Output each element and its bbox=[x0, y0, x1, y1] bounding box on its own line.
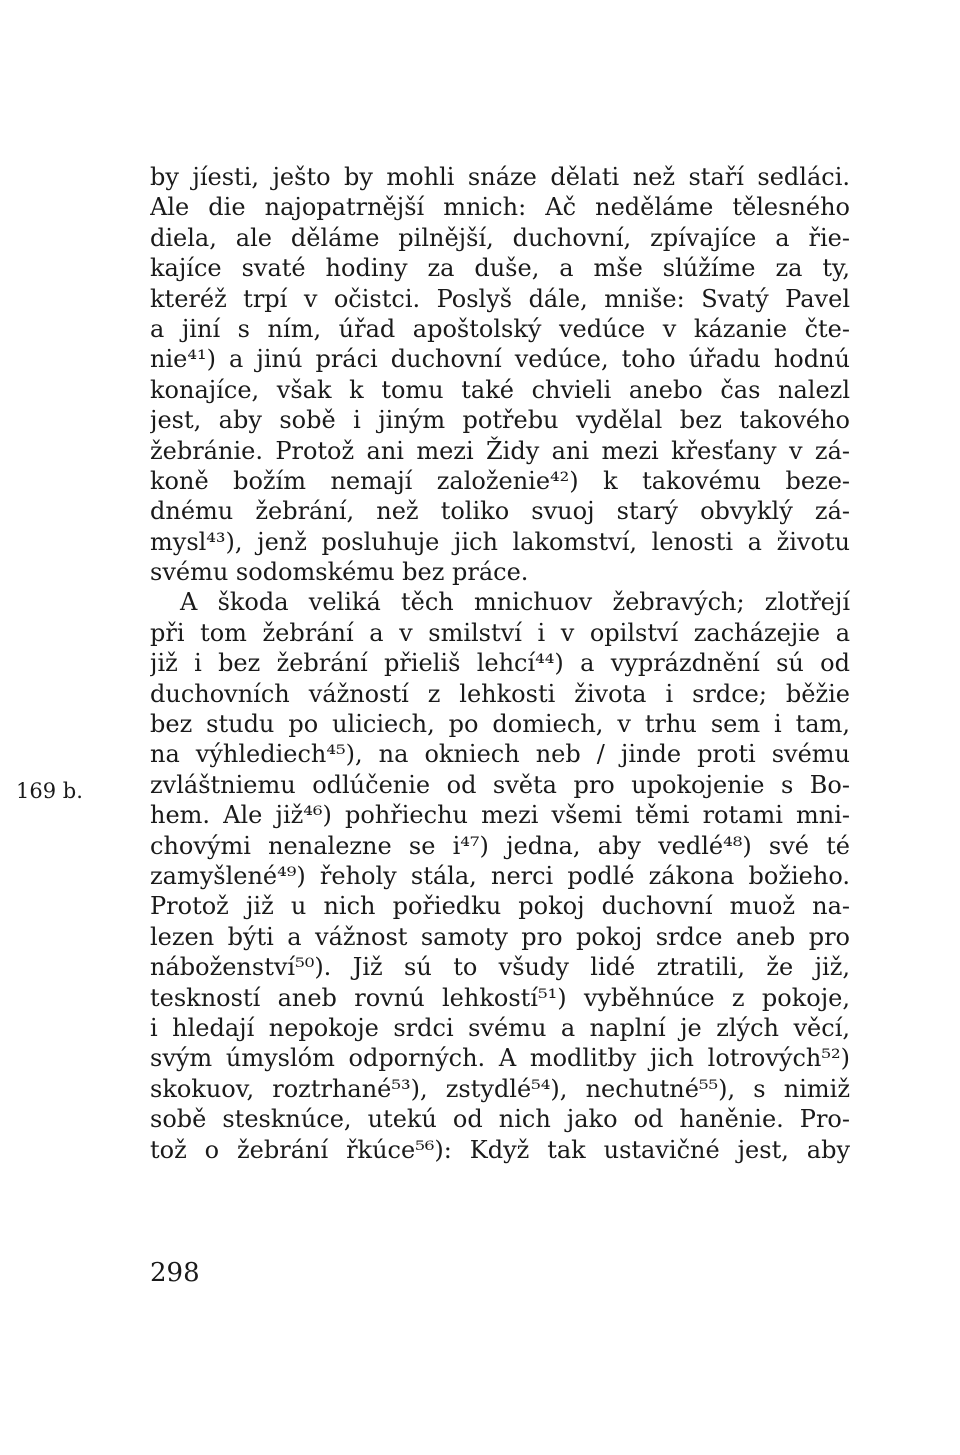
text-line: konajíce, však k tomu také chvieli anebo čas nalezl bbox=[150, 375, 850, 404]
text-line: Ale die najopatrnější mnich: Ač neděláme tělesného bbox=[150, 193, 850, 222]
text-line: chovými nenalezne se i⁴⁷) jedna, aby vedlé⁴⁸) své té bbox=[150, 831, 850, 860]
text-line: skokuov, roztrhané⁵³), zstydlé⁵⁴), nechutné⁵⁵), s nimiž bbox=[150, 1074, 850, 1103]
text-line: na výhlediech⁴⁵), na okniech neb / jinde proti svému bbox=[150, 740, 850, 769]
text-line: zamyšlené⁴⁹) řeholy stála, nerci podlé zákona božieho. bbox=[150, 861, 850, 890]
text-line: svým úmyslóm odporných. A modlitby jich lotrových⁵²) bbox=[150, 1044, 850, 1073]
text-line: žebránie. Protož ani mezi Židy ani mezi křesťany v zá- bbox=[150, 436, 850, 465]
text-line: diela, ale děláme pilnější, duchovní, zpívajíce a řie- bbox=[150, 223, 850, 252]
text-line: i hledají nepokoje srdci svému a naplní je zlých věcí, bbox=[150, 1013, 850, 1042]
text-line: dnému žebrání, než toliko svuoj starý obvyklý zá- bbox=[150, 497, 850, 526]
text-line: jest, aby sobě i jiným potřebu vydělal bez takového bbox=[150, 406, 850, 435]
text-line: hem. Ale již⁴⁶) pohřiechu mezi všemi těmi rotami mni- bbox=[150, 801, 850, 830]
text-line: tož o žebrání řkúce⁵⁶): Když tak ustavičné jest, aby bbox=[150, 1135, 850, 1164]
folio-margin-note: 169 b. bbox=[16, 779, 83, 803]
text-line: zvláštniemu odlúčenie od světa pro upokojenie s Bo- bbox=[150, 770, 850, 799]
text-line: koně božím nemají založenie⁴²) k takovému beze- bbox=[150, 466, 850, 495]
text-line: by jíesti, ješto by mohli snáze dělati než staří sedláci. bbox=[150, 163, 850, 191]
text-line: kteréž trpí v očistci. Poslyš dále, mniše: Svatý Pavel bbox=[150, 284, 850, 313]
text-line: bez studu po uliciech, po domiech, v trhu sem i tam, bbox=[150, 710, 850, 739]
text-line: A škoda veliká těch mnichuov žebravých; zlotřejí bbox=[180, 588, 850, 617]
text-line: svému sodomskému bez práce. bbox=[150, 558, 529, 587]
page-number: 298 bbox=[150, 1258, 200, 1288]
text-line: již i bez žebrání přieliš lehcí⁴⁴) a vyprázdnění sú od bbox=[150, 649, 850, 678]
text-line: mysl⁴³), jenž posluhuje jich lakomství, lenosti a životu bbox=[150, 527, 850, 556]
body-text bbox=[150, 162, 850, 1165]
text-line: náboženství⁵⁰). Již sú to všudy lidé ztratili, že již, bbox=[150, 953, 850, 982]
text-line: duchovních vážností z lehkosti života i srdce; běžie bbox=[150, 679, 850, 708]
text-line: lezen býti a vážnost samoty pro pokoj srdce aneb pro bbox=[150, 922, 850, 951]
text-line: při tom žebrání a v smilství i v opilství zacházejie a bbox=[150, 618, 850, 647]
text-line: nie⁴¹) a jinú práci duchovní vedúce, toho úřadu hodnú bbox=[150, 345, 850, 374]
text-line: sobě stesknúce, utekú od nich jako od haněnie. Pro- bbox=[150, 1105, 850, 1134]
text-line: a jiní s ním, úřad apoštolský vedúce v kázanie čte- bbox=[150, 314, 850, 343]
text-line: Protož již u nich pořiedku pokoj duchovní muož na- bbox=[150, 892, 850, 921]
text-line: kajíce svaté hodiny za duše, a mše slúžíme za ty, bbox=[150, 254, 850, 283]
text-line: teskností aneb rovnú lehkostí⁵¹) vyběhnúce z pokoje, bbox=[150, 983, 850, 1012]
